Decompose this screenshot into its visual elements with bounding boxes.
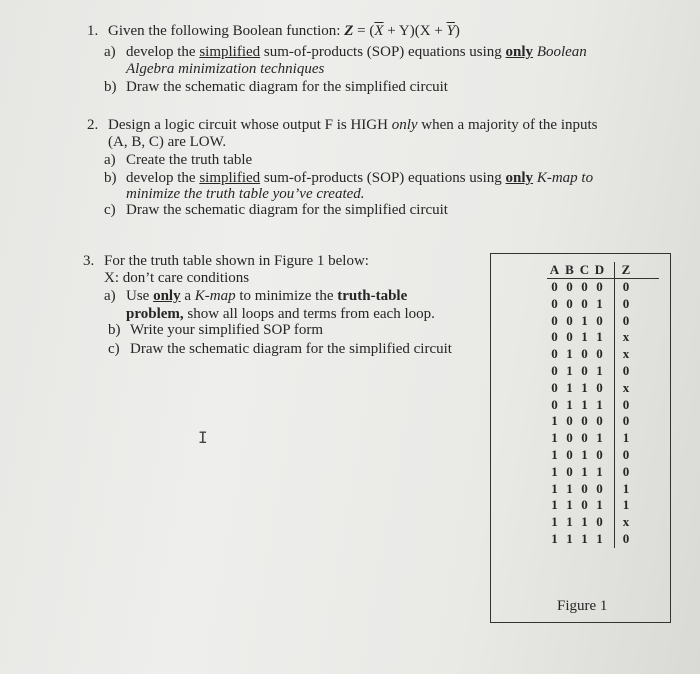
cell-z: 1 [614, 430, 637, 447]
q1-eq-a: = ( [353, 23, 375, 39]
cell-d: 0 [596, 446, 603, 462]
q2-prompt-text1: Design a logic circuit whose output F is HIGH [108, 117, 392, 133]
cell-c: 1 [581, 530, 588, 546]
q2-b-line2: minimize the truth table you’ve created. [126, 186, 365, 202]
truth-table [547, 262, 659, 548]
q2-prompt-line1 [108, 117, 598, 134]
q2-c-label: c) [104, 202, 116, 218]
cell-b: 1 [566, 480, 573, 496]
q1-prompt-text: Given the following Boolean function: [108, 23, 345, 39]
q1-a-only: only [505, 44, 534, 60]
truth-table-header [547, 262, 659, 279]
cell-a: 1 [551, 530, 558, 546]
cell-z: 0 [614, 279, 637, 296]
q1-eq-c: ) [454, 23, 460, 39]
cell-z: 0 [614, 313, 637, 330]
cell-c: 1 [581, 379, 588, 395]
q2-b-text2: sum-of-products (SOP) equations using [260, 170, 506, 186]
table-row [547, 464, 659, 481]
cell-a: 1 [551, 446, 558, 462]
q3-b-text: Write your simplified SOP form [130, 322, 323, 338]
cell-c: 0 [581, 497, 588, 513]
q2-a-text: Create the truth table [126, 152, 253, 168]
q1-a-text3: Boolean [533, 44, 587, 60]
cell-a: 0 [551, 346, 558, 362]
cell-c: 1 [581, 514, 588, 530]
cell-c: 0 [581, 480, 588, 496]
cell-z: x [614, 514, 637, 531]
q2-b-simplified: simplified [199, 170, 261, 186]
cell-d: 0 [596, 480, 603, 496]
cell-d: 0 [596, 312, 603, 328]
cell-z: 0 [614, 397, 637, 414]
cell-b: 1 [566, 362, 573, 378]
cell-z: 0 [614, 413, 637, 430]
cell-b: 1 [566, 379, 573, 395]
q3-a-kmap: K-map [194, 288, 236, 304]
cell-z: 0 [614, 531, 637, 548]
cell-d: 1 [596, 362, 603, 378]
cell-c: 1 [581, 446, 588, 462]
q3-a-text4: show all loops and terms from each loop. [183, 306, 435, 322]
table-row [547, 497, 659, 514]
header-z: Z [614, 262, 637, 278]
cell-b: 0 [566, 413, 573, 429]
cell-a: 0 [551, 295, 558, 311]
table-row [547, 329, 659, 346]
cell-a: 1 [551, 430, 558, 446]
cell-z: x [614, 329, 637, 346]
cell-c: 1 [581, 329, 588, 345]
cell-c: 0 [581, 295, 588, 311]
table-row [547, 279, 659, 296]
cell-d: 1 [596, 463, 603, 479]
q2-prompt-only: only [391, 117, 418, 133]
table-row [547, 380, 659, 397]
q3-a-text3: to minimize the [235, 288, 338, 304]
cell-b: 0 [566, 430, 573, 446]
cell-z: 1 [614, 497, 637, 514]
q3-c-label: c) [108, 341, 120, 357]
q2-b-text1: develop the [126, 170, 200, 186]
q3-a-line2 [126, 306, 435, 323]
cell-d: 0 [596, 514, 603, 530]
cell-c: 0 [581, 279, 588, 294]
q1-z: Z [344, 23, 354, 39]
cell-a: 0 [551, 329, 558, 345]
cell-z: 0 [614, 296, 637, 313]
cell-b: 1 [566, 530, 573, 546]
cell-a: 0 [551, 379, 558, 395]
cell-a: 0 [551, 362, 558, 378]
cell-b: 0 [566, 312, 573, 328]
cell-b: 1 [566, 346, 573, 362]
cell-d: 1 [596, 530, 603, 546]
cell-b: 0 [566, 329, 573, 345]
cell-z: 0 [614, 363, 637, 380]
cell-z: 0 [614, 464, 637, 481]
q2-number: 2. [87, 117, 99, 133]
cell-b: 0 [566, 279, 573, 294]
q1-b-text: Draw the schematic diagram for the simplified circuit [126, 79, 448, 95]
cell-a: 1 [551, 463, 558, 479]
cell-c: 0 [581, 362, 588, 378]
cell-b: 0 [566, 295, 573, 311]
q3-b-label: b) [108, 322, 121, 338]
cell-z: x [614, 346, 637, 363]
cell-a: 1 [551, 413, 558, 429]
table-row [547, 447, 659, 464]
table-row [547, 430, 659, 447]
q3-a-bold: truth-table [337, 288, 408, 304]
cell-a: 1 [551, 480, 558, 496]
q3-a-label: a) [104, 288, 116, 304]
q3-a-problem: problem, [126, 306, 184, 322]
cell-d: 0 [596, 279, 603, 294]
q2-b-line1 [126, 170, 593, 187]
header-c: C [579, 262, 590, 277]
table-row [547, 346, 659, 363]
cell-z: 1 [614, 481, 637, 498]
cell-d: 1 [596, 329, 603, 345]
q2-b-label: b) [104, 170, 117, 186]
cell-a: 1 [551, 514, 558, 530]
q3-c-text: Draw the schematic diagram for the simplified circuit [130, 341, 452, 357]
cell-a: 0 [551, 396, 558, 412]
cell-c: 0 [581, 430, 588, 446]
cell-a: 0 [551, 312, 558, 328]
cell-c: 0 [581, 413, 588, 429]
q1-a-line1 [126, 44, 587, 61]
cell-c: 1 [581, 463, 588, 479]
table-row [547, 514, 659, 531]
table-row [547, 531, 659, 548]
cell-d: 1 [596, 295, 603, 311]
q2-prompt-text2: when a majority of the inputs [417, 117, 598, 133]
header-a: A [549, 262, 560, 277]
q3-a-line1 [126, 288, 407, 305]
q1-a-simplified: simplified [199, 44, 261, 60]
cell-d: 1 [596, 396, 603, 412]
header-d: D [594, 262, 605, 277]
q1-a-line2: Algebra minimization techniques [126, 61, 325, 77]
q2-b-text3: K-map to [533, 170, 594, 186]
q1-ybar: $\overline{Y}$ [446, 23, 455, 39]
q2-prompt-line2: (A, B, C) are LOW. [108, 134, 227, 150]
q1-eq-b: + Y)(X + [383, 23, 447, 39]
q1-a-text1: develop the [126, 44, 200, 60]
cell-a: 1 [551, 497, 558, 513]
q3-prompt-line2: X: don’t care conditions [104, 270, 250, 286]
cell-b: 1 [566, 497, 573, 513]
q1-xbar: $\overline{X}$ [374, 23, 384, 39]
cell-d: 1 [596, 497, 603, 513]
cell-d: 0 [596, 413, 603, 429]
cell-d: 0 [596, 379, 603, 395]
q1-b-label: b) [104, 79, 117, 95]
q2-a-label: a) [104, 152, 116, 168]
q2-b-only: only [505, 170, 534, 186]
table-row [547, 481, 659, 498]
q1-a-text2: sum-of-products (SOP) equations using [260, 44, 506, 60]
q1-prompt [108, 23, 460, 40]
q3-a-text2: a [180, 288, 195, 304]
q1-number: 1. [87, 23, 99, 39]
q2-c-text: Draw the schematic diagram for the simplified circuit [126, 202, 448, 218]
table-row [547, 296, 659, 313]
q3-a-only: only [153, 288, 181, 304]
cell-c: 1 [581, 312, 588, 328]
cell-a: 0 [551, 279, 558, 294]
cell-b: 0 [566, 446, 573, 462]
q3-a-text1: Use [126, 288, 154, 304]
truth-table-body [547, 279, 659, 548]
figure-caption: Figure 1 [557, 598, 608, 614]
q3-prompt-line1: For the truth table shown in Figure 1 below: [104, 253, 369, 269]
table-row [547, 397, 659, 414]
cell-z: 0 [614, 447, 637, 464]
cell-c: 1 [581, 396, 588, 412]
header-b: B [565, 262, 574, 277]
cell-d: 0 [596, 346, 603, 362]
cell-z: x [614, 380, 637, 397]
q1-a-label: a) [104, 44, 116, 60]
q3-number: 3. [83, 253, 95, 269]
cell-b: 1 [566, 514, 573, 530]
table-row [547, 313, 659, 330]
text-cursor-icon: I [198, 428, 208, 447]
cell-c: 0 [581, 346, 588, 362]
table-row [547, 413, 659, 430]
cell-b: 1 [566, 396, 573, 412]
cell-b: 0 [566, 463, 573, 479]
table-row [547, 363, 659, 380]
cell-d: 1 [596, 430, 603, 446]
